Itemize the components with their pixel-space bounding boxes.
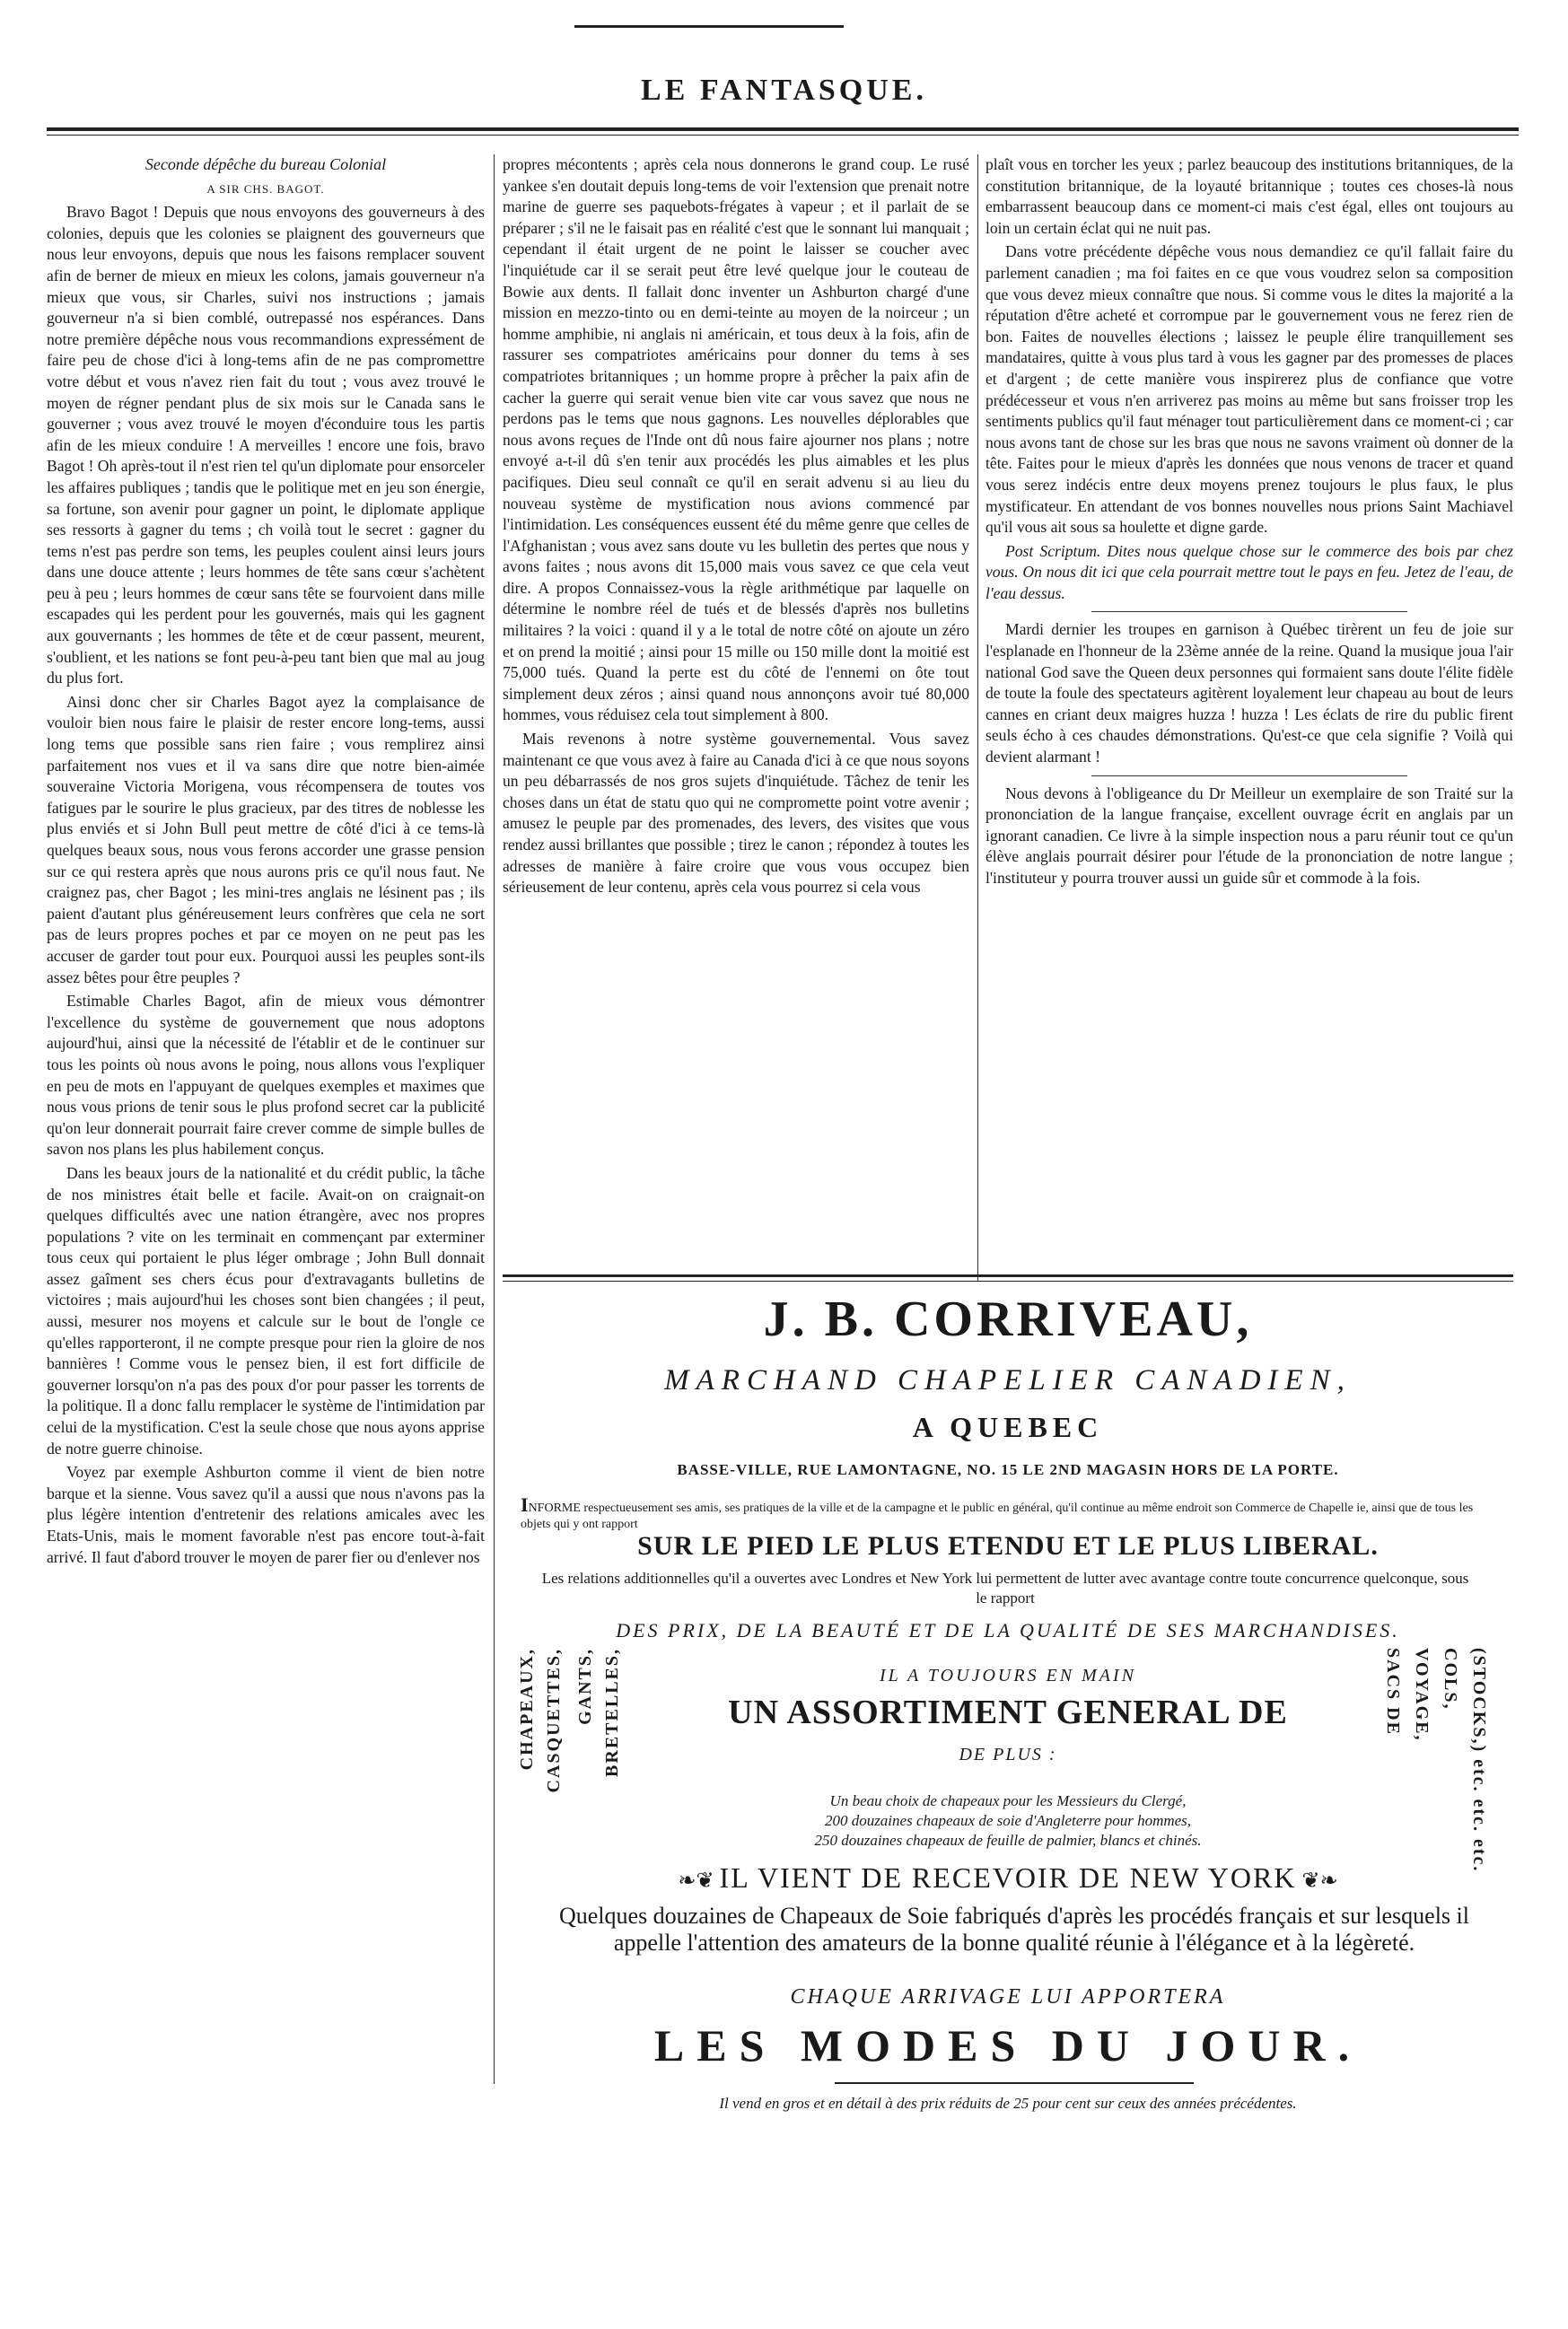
news-item: Nous devons à l'obligeance du Dr Meilleur un exemplaire de son Traité sur la prononciation de la langue française, excellent ouvrage écrit en anglais par un ignorant canadien. Ce livre à la simple inspection nous a paru réunir tout ce qu'un élève anglais pourrait désirer pour l'étude de la prononciation de notre langue ; l'instituteur y pourra trouver aussi un guide sûr et commode à la fois. <box>985 784 1513 887</box>
ad-intro <box>521 1493 1499 1533</box>
ad-side-right-item <box>1468 1648 1490 1872</box>
ad-side-left-item: BRETELLES, <box>602 1648 622 1777</box>
ad-prices: DES PRIX, DE LA BEAUTÉ ET DE LA QUALITÉ DE SES MARCHANDISES. <box>616 1619 1400 1642</box>
ad-intro-text: NFORME respectueusement ses amis, ses pratiques de la ville et de la campagne et le public en général, qu'il continue au même endroit son Commerce de Chapelle ie, ainsi que de tous les objets qui y ont rapport <box>521 1502 1474 1531</box>
ad-side-right-text: (STOCKS,) <box>1469 1648 1489 1754</box>
section-rule <box>1091 775 1408 776</box>
ad-intro-dropcap: I <box>521 1493 529 1516</box>
header-rule-thin <box>47 135 1519 136</box>
column-divider <box>494 154 495 2084</box>
dispatch-title: Seconde dépêche du bureau Colonial <box>145 155 387 173</box>
ad-rule-thin <box>503 1281 1513 1282</box>
ad-trade: MARCHAND CHAPELIER CANADIEN, <box>664 1364 1352 1397</box>
ornament-icon: ❧❦ <box>678 1869 720 1893</box>
header-rule-thick <box>47 127 1519 131</box>
ad-side-right-item: VOYAGE, <box>1412 1648 1432 1742</box>
section-rule <box>1091 611 1408 612</box>
ad-item: 250 douzaines chapeaux de feuille de palmier, blancs et chinés. <box>814 1832 1202 1849</box>
ad-item: 200 douzaines chapeaux de soie d'Angleterre pour hommes, <box>824 1812 1192 1829</box>
paragraph: Dans votre précédente dépêche vous nous demandiez ce qu'il fallait faire du parlement canadien ; ma foi faites en ce que vous voudrez selon sa composition que vous devez mieux connaître que nous. Si comme vous le dites la majorité a la réputation d'être acheté et corrompue par le gouvernement vous ne ferez rien de bon. Faites de nouvelles élections ; laissez le peuple élire tranquillement ses mandataires, quitte à vous plus tard à vous les gagner par des promesses de places et d'argent ; de cette manière vous inspirerez plus de confiance que votre prédécesseur et vous n'en arriverez pas moins au même but sans froisser trop les sentiments publics qu'il faut ménager tout particulièrement dans ce moment-ci ; car nous avons tant de chose sur les bras que nous ne savons vraiment où donner de la tête. Faites pour le mieux d'après les données que nous venons de tracer et quand vous serez indécis entre deux moyens prenez toujours le plus faux, le plus mystificateur. En attendant de vos bonnes nouvelles nous prions Saint Machiavel qu'il vous ait sous sa houlette et digne garde. <box>985 242 1513 537</box>
ad-side-left-item: CHAPEAUX, <box>517 1648 537 1771</box>
paragraph: Mais revenons à notre système gouvernemental. Vous savez maintenant ce que vous avez à faire au Canada d'ici à ce que nous soyons un peu débarrassés de nos gros sujets d'inquiétude. Tâchez de tenir les choses dans un état de statu quo qui ne compromette point votre avenir ; amusez le peuple par des promenades, des levers, des visites que vous rendez aussi brillantes que possible ; tirez le canon ; répondez à toutes les adresses de manière à faire croire que vous vous occupez bien sérieusement de leur contenu, après cela vous pourrez si cela vous <box>503 730 969 897</box>
ad-received-text: IL VIENT DE RECEVOIR DE NEW YORK <box>719 1861 1297 1894</box>
ad-relations: Les relations additionnelles qu'il a ouvertes avec Londres et New York lui permettent de lutter avec avantage contre toute concurrence quelconque, sous le rapport <box>541 1570 1469 1607</box>
ad-items <box>503 1791 1513 1851</box>
paragraph: Voyez par exemple Ashburton comme il vient de bien notre barque et la sienne. Vous savez qu'il a aussi que nous n'avons pas la plus légère intention d'entretenir des relations amicales avec les Etats-Unis, mais le moment favorable n'est pas encore tout-à-fait arrivé. Il faut d'abord trouver le moyen de parer fier ou d'enlever nos <box>47 1463 485 1566</box>
ad-merchant-name: J. B. CORRIVEAU, <box>763 1291 1253 1347</box>
column-3 <box>985 154 1513 1312</box>
paragraph: Ainsi donc cher sir Charles Bagot ayez la complaisance de vouloir bien nous faire le plaisir de rester encore long-tems, aussi long tems que possible sans rien faire ; vous remplirez ainsi parfaitement nos vues et il va sans dire que notre bien-aimée souveraine Victoria Morigena, vous récompensera de toutes vos fatigues par le sourire le plus gracieux, par des titres de noblesse les plus enviés et si John Bull peut mettre de côté d'ici à ce tems-là quelques beaux sous, nous vous ferons accorder une grasse pension sur ce qui restera après que nous aurons pris ce qu'il nous faut. Ne craignez pas, cher Bagot ; les mini-tres anglais ne lésinent pas ; ils paient d'autant plus généreusement leurs confrères que cela ne sort pas de leurs propres poches et par ce moyen on ne peut pas les accuser de garder tout pour eux. Pourquoi aussi les peuples sont-ils assez bêtes pour être peuples ? <box>47 692 485 986</box>
ad-de-plus: DE PLUS : <box>959 1745 1057 1764</box>
paragraph: propres mécontents ; après cela nous donnerons le grand coup. Le rusé yankee s'en doutait depuis long-tems de voir l'extension que prenait notre marine de guerre ses paquebots-frégates à vapeur ; et il parlait de se préparer ; s'il ne le faisait pas en réalité c'est que le sonnant lui manquait ; cependant il était urgent de ne point le laisser se coucher avec l'inquiétude car il se serait peut être levé quelque jour le couteau de Bowie aux dents. Il fallait donc inventer un Ashburton chargé d'une mission en mezzo-tinto ou en demi-teinte au moyen de la noirceur ; un homme amphibie, ni anglais ni américain, et tous deux à la fois, afin de rassurer ses compatriotes américains pour donner du tems à ses compatriotes britanniques ; un homme propre à prêcher la paix afin de cacher la guerre qui serait venue bien vite car vous savez que nous ne perdons pas le tems que nous gagnons. Les nouvelles déplorables que nous avons reçues de l'Inde ont dû nous faire ajourner nos plans ; notre envoyé a-t-il dû s'en tenir aux procédés les plus aimables et les plus pacifiques. Dieu seul connaît ce qu'il en serait advenu si au lieu du nouveau système de mystification nous avions commencé par l'intimidation. Les conséquences eussent été du même genre que celles de l'Afghanistan ; vous avez sans doute vu les bulletin des pertes que nous y avons faites ; nous avons dit 15,000 mais vous savez ce que cela veut dire. A propos Connaissez-vous la règle arithmétique par laquelle on détermine le nombre réel de tués et de blessés d'après nos bulletins militaires ? la voici : quand il y a le total de notre côté on ajoute un zéro et on prend la moitié ; ainsi pour 15 mille ou 150 mille dont la moitié est 75,000 tués. Quand la perte est du côté de l'ennemi on ôte tout simplement deux zéros ; ainsi quand nous annonçons avoir tué 80,000 hommes, vous réduisez cela tout simplement à 800. <box>503 155 969 724</box>
top-rule <box>574 25 844 28</box>
ad-city: A QUEBEC <box>912 1411 1104 1443</box>
ad-modes: LES MODES DU JOUR. <box>653 2020 1362 2071</box>
column-1 <box>47 154 485 2111</box>
ad-received <box>503 1861 1513 1895</box>
ad-side-left-item: GANTS, <box>575 1648 595 1725</box>
ad-bottom-rule <box>835 2082 1194 2084</box>
ad-footing: SUR LE PIED LE PLUS ETENDU ET LE PLUS LIBERAL. <box>637 1531 1379 1561</box>
ad-each-arrival: CHAQUE ARRIVAGE LUI APPORTERA <box>790 1985 1226 2009</box>
ad-side-right-item: SACS DE <box>1383 1648 1403 1736</box>
paragraph: plaît vous en torcher les yeux ; parlez beaucoup des institutions britanniques, de la constitution britannique, de la loyauté britannique ; toutes ces choses-là nous embarrassent beaucoup dans ce moment-ci mais c'est égal, elles ont toujours au loin un certain éclat qui ne nuit pas. <box>985 155 1513 237</box>
ad-address: BASSE-VILLE, RUE LAMONTAGNE, NO. 15 LE 2ND MAGASIN HORS DE LA PORTE. <box>677 1461 1339 1478</box>
ad-side-right-text: etc. etc. etc. <box>1469 1759 1489 1873</box>
column-divider <box>977 154 978 1281</box>
ornament-icon: ❦❧ <box>1296 1869 1338 1893</box>
post-scriptum: Post Scriptum. Dites nous quelque chose sur le commerce des bois par chez vous. On nous dit ici que cela pourrait mettre tout le pays en feu. Jetez de l'eau, de l'eau dessus. <box>985 541 1513 602</box>
ad-rule-thick <box>503 1274 1513 1277</box>
paragraph: Bravo Bagot ! Depuis que nous envoyons des gouverneurs à des colonies, depuis que les colonies se plaignent des gouverneurs que nous leur envoyons, depuis que nous les faisons remplacer souvent afin de berner de mieux en mieux les colons, jamais gouverneur n'a mieux que vous, sir Charles, suivi nos instructions ; jamais gouverneur n'a si bien comblé, outrepassé nos espérances. Dans notre première dépêche nous vous recommandions expressément de faire peu de chose d'ici à long-tems afin de ne pas compromettre votre début et vous n'avez rien fait du tout ; vous avez trouvé le moyen de régner pendant plus de six mois sur le Canada sans le gouverner ; vous avez trouvé le moyen d'éconduire tous les partis afin de les mieux conduire ! A merveilles ! encore une fois, bravo Bagot ! Oh après-tout il n'est rien tel qu'un diplomate pour ensorceler les affaires publiques ; tandis que le politique met en jeu son énergie, sa fortune, son avenir pour gagner un point, le diplomate applique ses ressorts à gagner du tems ; ch voilà tout le secret : gagner du tems n'est pas perdre son tems, les peuples coulent ainsi leurs jours dans une douce attente ; leurs hommes de tête sans cœur s'achètent peu à peu ; leurs hommes de cœur sans tête se fourvoient dans mille escapades qui les perdent pour les gouvernés, mais qui les gagnent aux gouvernants ; les hommes de tête et de cœur passent, meurent, s'oublient, et les nations se font peu-à-peu tant bien que mal au joug du plus fort. <box>47 203 485 687</box>
ad-side-right-item: COLS, <box>1441 1648 1460 1711</box>
paragraph: Estimable Charles Bagot, afin de mieux vous démontrer l'excellence du système de gouvernement que nous adoptons aujourd'hui, ainsi que la nécessité de l'établir et de le continuer sur tous les points où nous avons le poing, nous allons vous l'expliquer en peu de mots en l'appuyant de quelques exemples et maximes que nous vous prions de tenir sous le plus profond secret car la publicité qu'on leur donnerait pourrait faire crever comme de simple bulles de savon nos plans les plus habilement conçus. <box>47 992 485 1159</box>
ad-assortment: UN ASSORTIMENT GENERAL DE <box>728 1694 1288 1731</box>
column-2 <box>503 154 969 1245</box>
ad-details: Quelques douzaines de Chapeaux de Soie fabriqués d'après les procédés français et sur lesquels il appelle l'attention des amateurs de la bonne qualité réunie à l'élégance et à la légèreté. <box>558 1903 1469 1956</box>
ad-always: IL A TOUJOURS EN MAIN <box>880 1666 1136 1685</box>
masthead: LE FANTASQUE. <box>640 74 927 107</box>
paragraph: Dans les beaux jours de la nationalité et du crédit public, la tâche de nos ministres était belle et facile. Avait-on on craignait-on quelques difficultés avec une nation étrangère, avec nos propres populations ? vite on les terminait en commençant par exterminer tous ceux qui portaient le plus léger ombrage ; John Bull donnait assez gaîment ses chers écus pour d'extravagants bulletins de victoires ; mais aujourd'hui les choses sont bien changées ; il peut, aussi, mesurer nos moyens et calcule sur le bout de l'ongle ce qu'elles rapporteront, il ne compte presque pour rien la gloire de nos bannières ! Comme vous le pensez bien, il est fort difficile de gouverner lorsqu'on n'a pas des poux d'or pour passer les torrents de la politique. Il a donc fallu remplacer le système de l'intimidation par celui de la mystification. C'est la seule chose que nous ayons apprise de notre guerre chinoise. <box>47 1163 485 1458</box>
dispatch-recipient: A SIR CHS. BAGOT. <box>206 181 325 196</box>
ad-item: Un beau choix de chapeaux pour les Messieurs du Clergé, <box>829 1792 1187 1809</box>
ad-side-left-item: CASQUETTES, <box>544 1648 564 1793</box>
ad-sale-note: Il vend en gros et en détail à des prix réduits de 25 pour cent sur ceux des années précédentes. <box>719 2095 1297 2112</box>
news-item: Mardi dernier les troupes en garnison à Québec tirèrent un feu de joie sur l'esplanade en l'honneur de la 23ème année de la reine. Quand la musique joua l'air national God save the Queen deux personnes qui formaient sans doute l'élite fidèle de toute la foule des spectateurs agitèrent loyalement leur chapeau au bout de leurs cannes en criant deux maigres huzza ! huzza ! Les éclats de rire du public firent seuls écho à ces chaudes démonstrations. Qu'est-ce que cela signifie ? Voilà qui devient alarmant ! <box>985 620 1513 766</box>
